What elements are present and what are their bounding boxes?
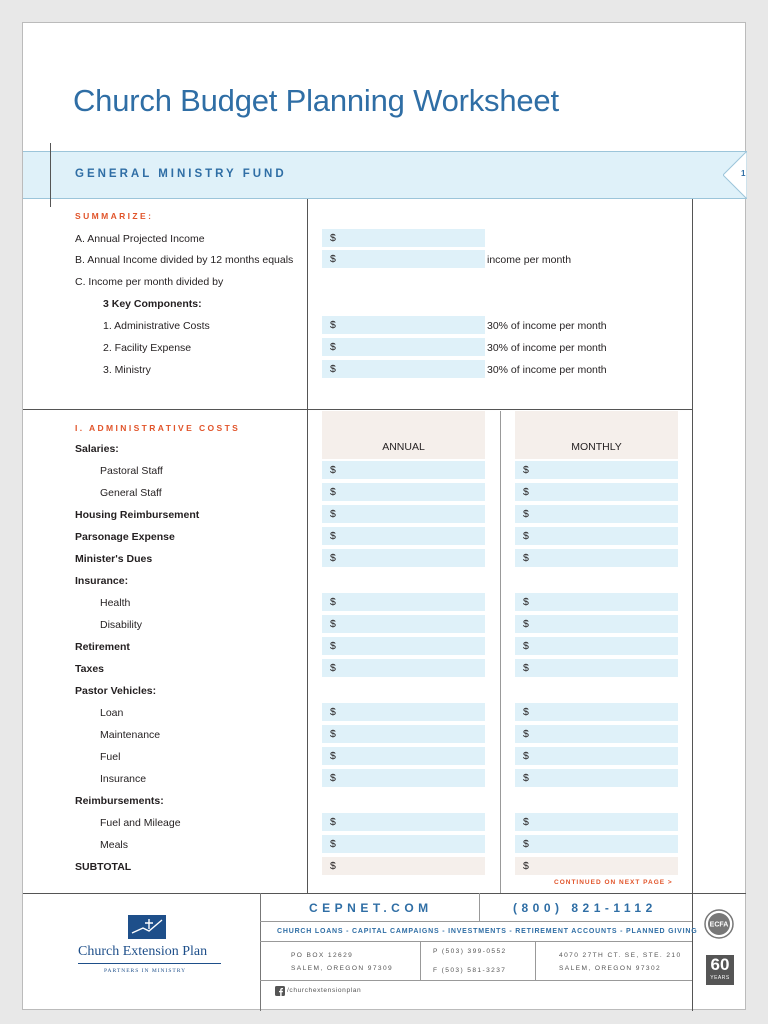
footer-row3-divider <box>260 980 692 981</box>
street-city: SALEM, OREGON 97302 <box>559 965 662 972</box>
street-address: 4070 27TH CT. SE, STE. 210 <box>559 952 682 959</box>
band-label: GENERAL MINISTRY FUND <box>75 168 287 180</box>
summary-label-admin: 1. Administrative Costs <box>103 320 210 332</box>
divider-left <box>307 199 308 893</box>
key-components-label: 3 Key Components: <box>103 298 202 310</box>
admin-row-label: Loan <box>100 707 124 719</box>
admin-row-label: Health <box>100 597 131 609</box>
phone-number[interactable]: (800) 821-1112 <box>513 901 657 915</box>
annual-input[interactable]: $ <box>322 813 485 831</box>
admin-row-label: Meals <box>100 839 129 851</box>
admin-row-label: Insurance: <box>75 575 129 587</box>
monthly-input[interactable]: $ <box>515 505 678 523</box>
divider-columns <box>500 411 501 893</box>
logo-rule <box>78 963 221 964</box>
annual-input[interactable]: $ <box>322 483 485 501</box>
summary-label-a: A. Annual Projected Income <box>75 233 205 245</box>
monthly-input[interactable]: $ <box>515 483 678 501</box>
admin-row-label: Fuel <box>100 751 121 763</box>
admin-row-label: Salaries: <box>75 443 119 455</box>
monthly-input[interactable]: $ <box>515 835 678 853</box>
admin-row-label: Pastor Vehicles: <box>75 685 157 697</box>
admin-row-label: General Staff <box>100 487 162 499</box>
cep-logo-icon <box>128 915 166 939</box>
monthly-input[interactable]: $ <box>515 549 678 567</box>
admin-row-label: Minister's Dues <box>75 553 153 565</box>
summary-note-facility: 30% of income per month <box>487 342 607 354</box>
page-number: 1 <box>741 169 746 178</box>
monthly-input[interactable]: $ <box>515 703 678 721</box>
services-list: CHURCH LOANS - CAPITAL CAMPAIGNS - INVESTMENTS - RETIREMENT ACCOUNTS - PLANNED GIVING <box>277 928 698 935</box>
admin-row-label: Fuel and Mileage <box>100 817 181 829</box>
ecfa-badge-icon <box>704 909 734 939</box>
summary-label-c: C. Income per month divided by <box>75 276 224 288</box>
admin-row-label: Housing Reimbursement <box>75 509 200 521</box>
divider-right <box>692 199 693 893</box>
monthly-input[interactable]: $ <box>515 593 678 611</box>
admin-row-label: Retirement <box>75 641 130 653</box>
annual-input[interactable]: $ <box>322 461 485 479</box>
admin-row-label: Insurance <box>100 773 147 785</box>
monthly-input[interactable]: $ <box>515 813 678 831</box>
years-number: 60 <box>710 955 730 974</box>
page-title: Church Budget Planning Worksheet <box>73 83 559 118</box>
footer-addr-divider-2 <box>535 941 536 980</box>
years-badge <box>706 955 734 985</box>
phone-p: P (503) 399-0552 <box>433 948 507 955</box>
monthly-input[interactable]: $ <box>515 637 678 655</box>
summary-note-b: income per month <box>487 254 572 266</box>
social-handle[interactable]: /churchextensionplan <box>287 987 362 994</box>
admin-row-label: Parsonage Expense <box>75 531 175 543</box>
admin-row-label: SUBTOTAL <box>75 861 132 873</box>
monthly-input[interactable]: $ <box>515 527 678 545</box>
annual-input[interactable]: $ <box>322 549 485 567</box>
po-box: PO BOX 12629 <box>291 952 354 959</box>
summary-input-admin[interactable]: $ <box>322 316 485 334</box>
website-link[interactable]: CEPNET.COM <box>309 901 433 915</box>
admin-row-label: Maintenance <box>100 729 161 741</box>
monthly-input[interactable]: $ <box>515 769 678 787</box>
monthly-input[interactable]: $ <box>515 659 678 677</box>
footer-right-divider <box>692 893 693 1011</box>
annual-input[interactable]: $ <box>322 725 485 743</box>
summary-note-admin: 30% of income per month <box>487 320 607 332</box>
admin-row-label: Taxes <box>75 663 104 675</box>
continued-note: CONTINUED ON NEXT PAGE > <box>554 879 673 886</box>
annual-input[interactable]: $ <box>322 835 485 853</box>
band-marker-line <box>50 143 51 207</box>
annual-input[interactable]: $ <box>322 527 485 545</box>
footer-addr-divider-1 <box>420 941 421 980</box>
ecfa-badge-text: ECFA <box>709 921 729 929</box>
logo-tagline: PARTNERS IN MINISTRY <box>104 968 187 974</box>
summary-note-ministry: 30% of income per month <box>487 364 607 376</box>
summarize-heading: SUMMARIZE: <box>75 211 154 221</box>
admin-row-label: Reimbursements: <box>75 795 164 807</box>
footer-row1-divider <box>260 921 692 922</box>
divider-summary-bottom <box>23 409 692 410</box>
logo-name: Church Extension Plan <box>78 944 208 959</box>
summary-label-ministry: 3. Ministry <box>103 364 151 376</box>
facebook-icon[interactable] <box>275 986 285 996</box>
summary-input-a[interactable]: $ <box>322 229 485 247</box>
monthly-input[interactable]: $ <box>515 615 678 633</box>
admin-costs-heading: I. ADMINISTRATIVE COSTS <box>75 423 241 433</box>
monthly-column-header: MONTHLY <box>515 411 678 459</box>
footer-url-divider <box>479 893 480 921</box>
summary-label-facility: 2. Facility Expense <box>103 342 192 354</box>
admin-row-label: Pastoral Staff <box>100 465 163 477</box>
annual-input[interactable]: $ <box>322 637 485 655</box>
footer-logo-divider <box>260 893 261 1011</box>
years-word: YEARS <box>710 975 730 981</box>
annual-column-header: ANNUAL <box>322 411 485 459</box>
po-city: SALEM, OREGON 97309 <box>291 965 394 972</box>
annual-input[interactable]: $ <box>322 659 485 677</box>
monthly-input[interactable]: $ <box>515 747 678 765</box>
annual-input[interactable]: $ <box>322 769 485 787</box>
annual-input[interactable]: $ <box>322 615 485 633</box>
worksheet-page <box>22 22 746 1010</box>
summary-label-b: B. Annual Income divided by 12 months equals <box>75 254 294 266</box>
admin-row-label: Disability <box>100 619 143 631</box>
annual-input[interactable]: $ <box>322 747 485 765</box>
phone-f: F (503) 581-3237 <box>433 967 507 974</box>
subtotal-monthly-input[interactable]: $ <box>515 857 678 875</box>
summary-input-ministry[interactable]: $ <box>322 360 485 378</box>
footer-row2-divider <box>260 941 692 942</box>
annual-input[interactable]: $ <box>322 505 485 523</box>
summary-input-b[interactable]: $ <box>322 250 485 268</box>
annual-input[interactable]: $ <box>322 703 485 721</box>
footer-divider <box>23 893 746 894</box>
monthly-input[interactable]: $ <box>515 461 678 479</box>
monthly-input[interactable]: $ <box>515 725 678 743</box>
summary-input-facility[interactable]: $ <box>322 338 485 356</box>
annual-input[interactable]: $ <box>322 593 485 611</box>
subtotal-annual-input[interactable]: $ <box>322 857 485 875</box>
